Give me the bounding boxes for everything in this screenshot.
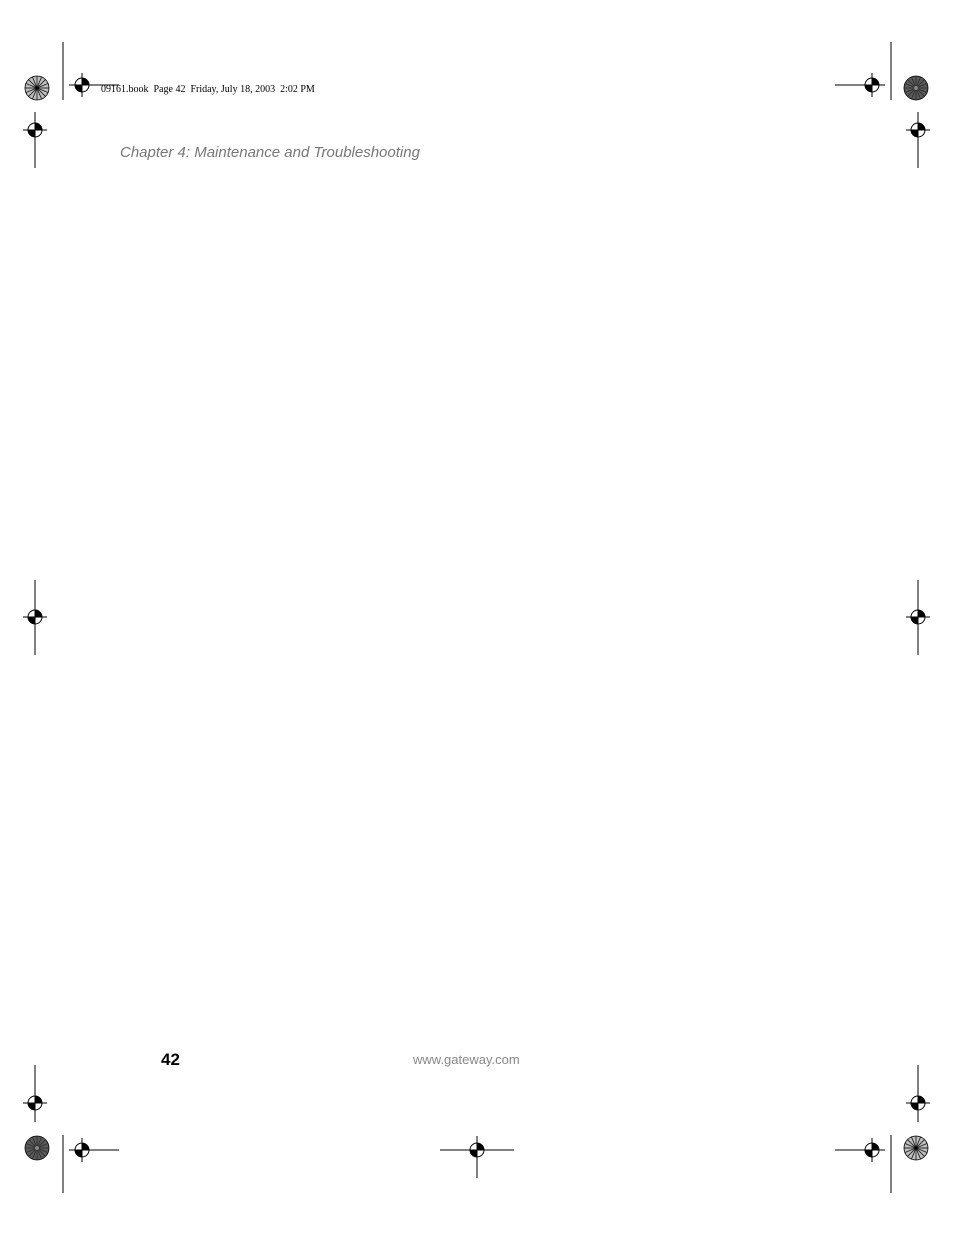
crop-mark-icon [35,42,918,1193]
color-bar-wheel-icon [25,76,928,1160]
registration-mark-icon [23,73,930,1162]
print-slug-line: 09161.book Page 42 Friday, July 18, 2003 2:02 PM [101,84,315,95]
chapter-running-header: Chapter 4: Maintenance and Troubleshooting [120,144,420,161]
footer-url: www.gateway.com [413,1052,520,1067]
page-number: 42 [161,1050,180,1069]
